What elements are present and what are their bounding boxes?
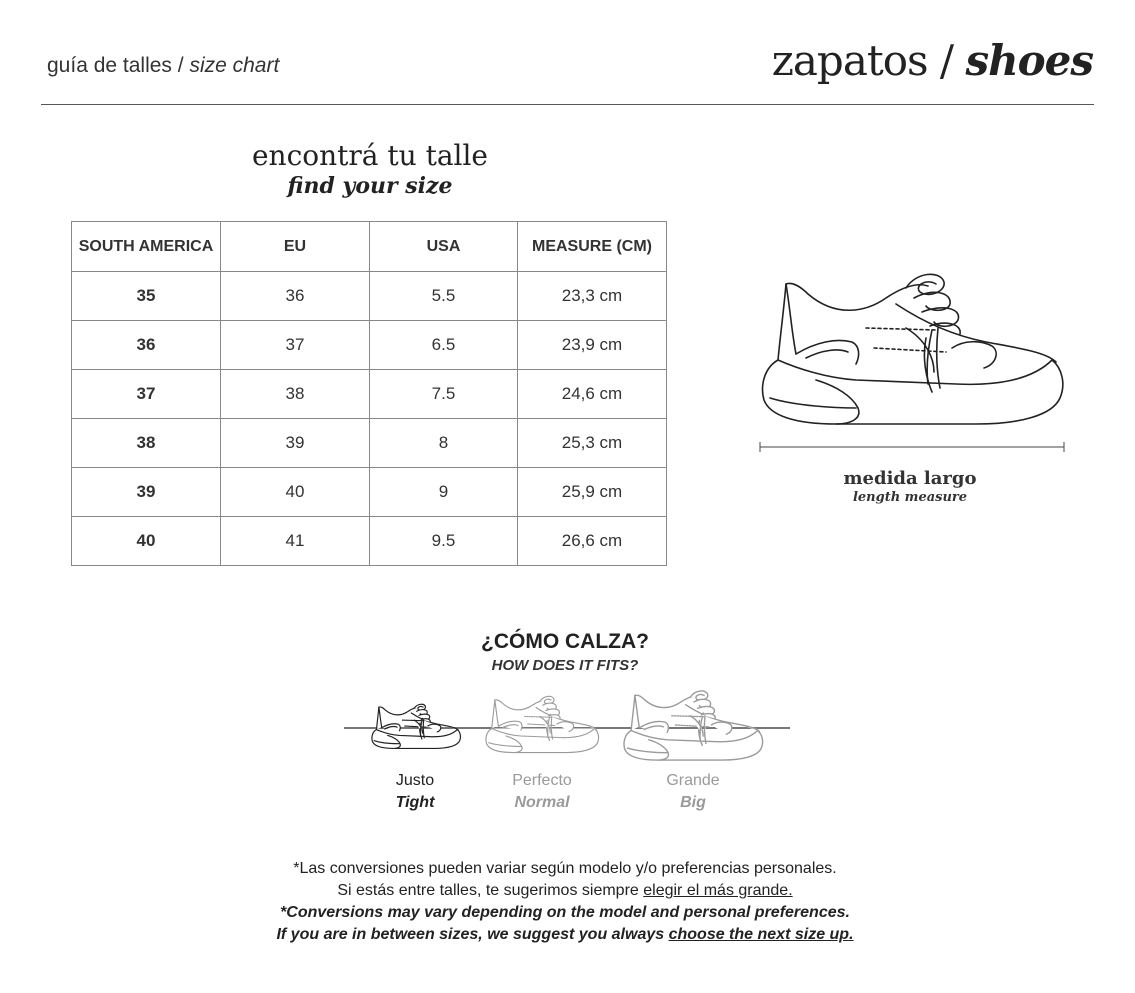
footnote-line-1: *Las conversiones pueden variar según modelo y/o preferencias personales. [293,860,837,877]
cell-measure: 24,6 cm [518,370,667,419]
fit-sub-big: Big [680,794,706,811]
fit-label-big: Grande [666,772,720,789]
length-measure-line [759,440,1065,454]
cell-eu: 39 [221,419,370,468]
footnote-line-2 [200,880,930,902]
cell-usa: 5.5 [370,272,518,321]
size-table [71,221,667,566]
find-size-title: encontrá tu talle [251,139,489,172]
col-usa: USA [370,222,518,272]
cell-measure: 23,3 cm [518,272,667,321]
cell-sa: 35 [72,272,221,321]
table-row [72,321,667,370]
footnote-line-4 [200,924,930,946]
table-row [72,272,667,321]
cell-usa: 9 [370,468,518,517]
header-right-en: shoes [965,36,1093,85]
cell-sa: 36 [72,321,221,370]
fit-title: ¿CÓMO CALZA? [481,630,649,653]
table-row [72,370,667,419]
cell-usa: 9.5 [370,517,518,566]
cell-eu: 36 [221,272,370,321]
cell-eu: 38 [221,370,370,419]
conversion-footnote [200,858,930,946]
cell-sa: 39 [72,468,221,517]
table-header-row [72,222,667,272]
header-size-chart [47,54,279,78]
cell-usa: 6.5 [370,321,518,370]
cell-eu: 41 [221,517,370,566]
cell-sa: 40 [72,517,221,566]
header-left-es: guía de talles / [47,54,190,77]
cell-measure: 25,3 cm [518,419,667,468]
table-row [72,468,667,517]
header-shoes [772,36,1093,85]
measure-subtitle: length measure [852,490,968,505]
col-south-america: SOUTH AMERICA [72,222,221,272]
footnote-line-3: *Conversions may vary depending on the model and personal preferences. [280,904,850,921]
cell-measure: 23,9 cm [518,321,667,370]
fit-label-normal: Perfecto [512,772,572,789]
fit-sub-normal: Normal [514,794,570,811]
tight-shoe-icon [370,702,462,750]
cell-measure: 25,9 cm [518,468,667,517]
footnote-line-4-text: If you are in between sizes, we suggest you always [276,926,669,943]
table-row [72,419,667,468]
fit-sub-tight: Tight [395,794,435,811]
footnote-line-2-text: Si estás entre talles, te sugerimos siempre [337,882,644,899]
header-divider [41,104,1094,105]
fit-label-tight: Justo [395,772,435,789]
fit-subtitle: HOW DOES IT FITS? [491,657,639,674]
footnote-line-4-emphasis: choose the next size up. [668,926,854,943]
header-right-es: zapatos / [771,36,966,85]
cell-usa: 7.5 [370,370,518,419]
header-left-en: size chart [189,54,280,77]
cell-usa: 8 [370,419,518,468]
normal-shoe-icon [483,694,601,754]
col-measure: MEASURE (CM) [518,222,667,272]
big-shoe-icon [621,686,765,764]
measure-title: medida largo [843,468,977,489]
footnote-line-2-emphasis: elegir el más grande. [643,882,793,899]
cell-eu: 40 [221,468,370,517]
find-size-subtitle: find your size [287,173,453,199]
col-eu: EU [221,222,370,272]
cell-sa: 38 [72,419,221,468]
sneaker-illustration-icon [756,268,1068,428]
cell-measure: 26,6 cm [518,517,667,566]
cell-eu: 37 [221,321,370,370]
cell-sa: 37 [72,370,221,419]
table-row [72,517,667,566]
